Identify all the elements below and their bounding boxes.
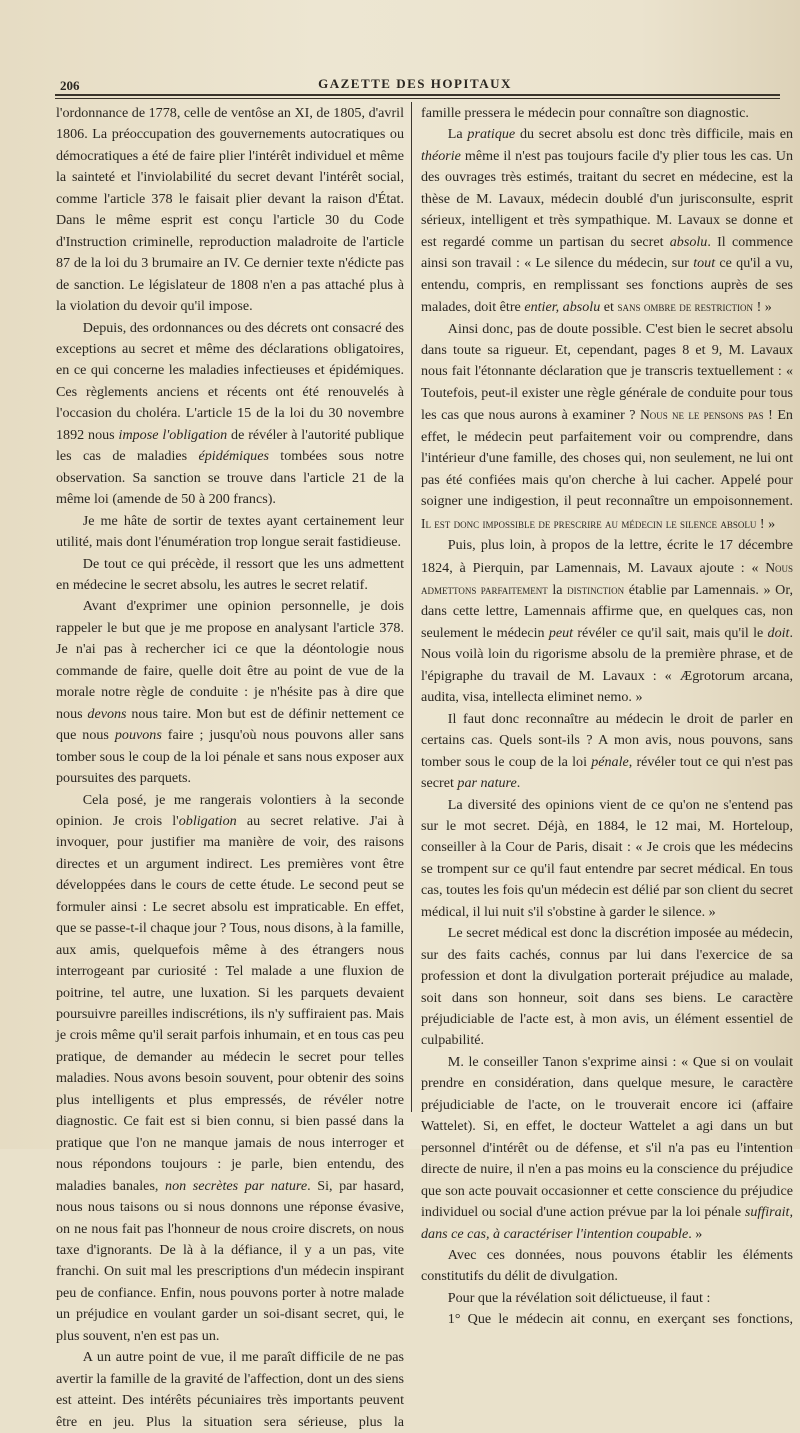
italic-text: non secrètes par nature (165, 1177, 308, 1194)
text-run: La diversité des opinions vient de ce qu'on ne s'entend pas sur le mot secret. Déjà, en 1884, le 12 mai, M. Horteloup, conseiller à la Cour de Paris, disait : « Je crois que les médecins se trompent sur ce qu'il faut entendre par secret médical. En tous cas, toutes les fois qu'un médecin est délié par son client du secret médical, il lui nuit s'il s'obstine à garder le silence. » (421, 796, 793, 920)
italic-text: tout (693, 255, 716, 272)
text-run: du secret absolu est donc très difficile, mais en (515, 126, 793, 143)
text-run: ce qu'il a vu, entendu, compris, en remplissant ses fonctions auprès de ses malades, doit être (421, 255, 793, 316)
paragraph (56, 511, 404, 554)
text-run: au secret relative. J'ai à invoquer, pour justifier ma manière de voir, des raisons directes et un argument indirect. Les premières vont être développées dans le cours de cette étude. Le second peut se formuler ainsi : Le secret absolu est impraticable. En effet, que se passe-t-il chaque jour ? Tous, nous disons, à la famille, aux amis, quelquefois même à des étrangers nous interrogeant par curiosité : Tel malade a une fluxion de poitrine, tel autre, une luxation. Si les parquets devaient poursuivre pareilles indiscrétions, ils n'y suffiraient pas. Mais je crois même qu'il serait parfois inhumain, et en tous cas peu pratique, de demander au médecin le secret pour telles maladies. Nous avons besoin souvent, pour obtenir des soins plus intelligents et plus empressés, de révéler notre diagnostic. Ce fait est si bien connu, si bien passé dans la pratique que l'on ne manque jamais de nous interroger et nous répondons toujours : je parle, bien entendu, des maladies banales, (56, 812, 404, 1194)
italic-text: théorie (421, 147, 461, 164)
italic-text: par nature (457, 775, 517, 792)
text-run: ! » (756, 515, 776, 532)
italic-text: suffirait, dans ce cas, à caractériser l'intention coupable (421, 1204, 793, 1242)
paragraph (421, 709, 793, 795)
italic-text: doit (767, 624, 790, 641)
paragraph (421, 795, 793, 924)
text-run: même il n'est pas toujours facile d'y plier tous les cas. Un des ouvrages très estimés, traitant du secret en médecine, est la thèse de M. Lavaux, médecin doublé d'un jurisconsulte, esprit sérieux, intelligent et très sympathique. M. Lavaux se donne et est regardé comme un partisan du secret (421, 147, 793, 250)
text-run: Cela posé, je me rangerais volontiers à la seconde opinion. Je crois l' (56, 791, 404, 829)
small-caps-text: sans ombre de restriction (617, 299, 754, 315)
paragraph (421, 923, 793, 1052)
paragraph (421, 1309, 793, 1330)
paragraph (421, 103, 793, 124)
text-run: établie par Lamennais. » Or, dans cette lettre, Lamennais affirme que, en quelques cas, non seulement le médecin (421, 581, 794, 641)
small-caps-text: Nous ne le pensons pas (640, 407, 764, 423)
paragraph (56, 596, 404, 789)
text-run: tombées sous notre observation. Sa sanction se trouve dans l'article 21 de la même loi (amende de 50 à 200 francs). (56, 448, 405, 508)
text-run: 1° Que le médecin ait connu, en exerçant ses fonctions, (447, 1311, 793, 1328)
header-rule-thin (55, 98, 780, 99)
text-run: famille pressera le médecin pour connaître son diagnostic. (421, 105, 749, 121)
text-run: Je me hâte de sortir de textes ayant certainement leur utilité, mais dont l'énumération trop longue serait fastidieuse. (56, 512, 404, 551)
paragraph (421, 1245, 793, 1288)
text-run: De tout ce qui précède, il ressort que les uns admettent en médecine le secret absolu, les autres le secret relatif. (56, 555, 404, 593)
paragraph (56, 1347, 404, 1433)
small-caps-text: Nous admettons parfaitement (421, 559, 793, 597)
text-run: La (447, 126, 468, 143)
italic-text: devons (87, 705, 127, 722)
small-caps-text: distinction (567, 581, 625, 597)
text-run: . Si, par hasard, nous nous taisons ou si nous donnons une réponse évasive, on ne nous fait pas l'honneur de nous croire discrets, on nous taxe d'ignorants. De là à la défiance, il y a un pas, vite franchi. On suit mal les prescriptions d'un médecin inspirant peu de confiance. Enfin, nous pouvons porter à notre malade un préjudice en voulant garder un soi-disant secret, qui, le plus souvent, n'en est pas un. (56, 1177, 404, 1344)
left-column (56, 103, 404, 1433)
italic-text: peut (548, 624, 574, 641)
text-run: . Il commence ainsi son travail : « Le silence du médecin, sur (421, 233, 793, 272)
text-run: Le secret médical est donc la discrétion imposée au médecin, sur des faits cachés, connus par lui dans l'exercice de sa profession et dont la divulgation porterait préjudice au malade, soit dans son honneur, soit dans ses biens. Le caractère préjudiciable de l'acte est, à mon avis, un élément essentiel de culpabilité. (421, 925, 793, 1049)
paragraph (56, 103, 404, 318)
text-run: Avec ces données, nous pouvons établir les éléments constitutifs du délit de divulgation. (421, 1247, 793, 1285)
column-divider (411, 102, 412, 1112)
text-run: de révéler à l'autorité publique les cas de maladies (56, 426, 404, 465)
right-column (421, 103, 793, 1331)
text-run: faire ; jusqu'où nous pouvons aller sans tomber sous le coup de la loi pénale et sans nous exposer aux poursuites des parquets. (56, 727, 404, 787)
text-run: Il faut donc reconnaître au médecin le droit de parler en certains cas. Quels sont-ils ? A mon avis, nous pouvons, sans tomber sous le coup de la loi (421, 710, 793, 770)
paragraph (421, 535, 793, 709)
text-run: Puis, plus loin, à propos de la lettre, écrite le 17 décembre 1824, à Pierquin, par Lamennais, M. Lavaux ajoute : « (421, 537, 793, 576)
paragraph (56, 790, 404, 1348)
text-run: nous taire. Mon but est de définir nettement ce que nous (56, 705, 404, 744)
header-rule (55, 94, 780, 96)
text-run: . (516, 775, 521, 792)
paragraph (56, 554, 404, 597)
text-run: et (600, 299, 618, 316)
text-run: Pour que la révélation soit délictueuse, il faut : (447, 1289, 711, 1306)
text-run: ! En effet, le médecin peut parfaitement voir ou comprendre, dans l'intérieur d'une famille, des choses qui, non seulement, ne lui ont pas été confiées mais qu'on cherche à lui cacher. Appelé pour soigner une indigestion, il peut reconnaître un empoisonnement. (421, 407, 793, 510)
text-run: l'ordonnance de 1778, celle de ventôse an XI, de 1805, d'avril 1806. La préoccupation des gouvernements autocratiques ou démocratiques a été de faire plier l'intérêt individuel et même la sainteté et l'inviolabilité du secret devant l'intérêt social, comme l'article 378 le faisait plier devant la raison d'État. Dans le même esprit est conçu l'article 30 du Code d'Instruction criminelle, reproduction maladroite de l'article 87 de la loi du 3 brumaire an IV. Ce dernier texte n'édicte pas de sanction. Le législateur de 1808 n'en a pas attaché plus à la violation du devoir qu'il impose. (56, 105, 404, 315)
text-run: la (547, 581, 568, 598)
italic-text: obligation (178, 812, 237, 829)
paragraph (421, 319, 793, 536)
italic-text: impose l'obligation (118, 426, 228, 443)
text-run: Depuis, des ordonnances ou des décrets ont consacré des exceptions au secret et même des déclarations obligatoires, en ce qui concerne les maladies infectieuses et épidémiques. Ces règlements anciens et récents ont été renouvelés à l'occasion du choléra. L'article 15 de la loi du 30 novembre 1892 nous (56, 319, 404, 443)
journal-title: GAZETTE DES HOPITAUX (318, 76, 512, 91)
text-run: révéler ce qu'il sait, mais qu'il le (573, 624, 768, 641)
italic-text: pouvons (114, 727, 162, 744)
text-run: M. le conseiller Tanon s'exprime ainsi : « Que si on voulait prendre en considération, dans quelque mesure, le caractère préjudiciable de l'acte, on le trouverait encore ici (affaire Wattelet). Si, en effet, le docteur Wattelet a agi dans un but personnel d'intérêt ou de défense, et s'il n'a pas eu l'intention directe de nuire, il n'en a pas moins eu la conscience du préjudice que son acte pouvait occasionner et cette conscience du préjudice individuel ou social d'une action prévue par la loi pénale (421, 1053, 793, 1221)
text-run: . Nous voilà loin du rigorisme absolu de la première phrase, et de l'épigraphe du travail de M. Lavaux : « Ægrotorum arcana, audita, visa, intellecta eliminet nemo. » (421, 624, 793, 706)
italic-text: pénale (591, 753, 629, 770)
text-run: Avant d'exprimer une opinion personnelle, je dois rappeler le but que je me propose en analysant l'article 378. Je n'ai pas à rechercher ici ce que la déontologie nous commande de faire, quelle doit être au point de vue de la morale notre règle de conduite : je n'hésite pas à dire que nous (56, 598, 404, 722)
italic-text: épidémiques (198, 448, 269, 465)
text-run: ! » (753, 299, 772, 316)
paragraph (56, 318, 404, 511)
italic-text: entier, absolu (524, 299, 601, 316)
page-number: 206 (60, 78, 80, 93)
paragraph (421, 1288, 793, 1309)
text-run: . » (688, 1225, 703, 1242)
text-run: Ainsi donc, pas de doute possible. C'est bien le secret absolu dans toute sa rigueur. Et, cependant, pages 8 et 9, M. Lavaux nous fait l'étonnante déclaration que je transcris textuellement : « Toutefois, peut-il exister une règle générale de conduite pour tous les cas que nous aurons à examiner ? (421, 320, 793, 424)
text-run: A un autre point de vue, il me paraît difficile de ne pas avertir la famille de la gravité de l'affection, dont un des siens est atteint. Des intérêts pécuniaires très importants peuvent être en jeu. Plus la situation sera sérieuse, plus la (56, 1349, 404, 1430)
small-caps-text: Il est donc impossible de prescrire au médecin le silence absolu (421, 515, 757, 531)
paragraph (421, 124, 793, 318)
paragraph (421, 1052, 793, 1245)
italic-text: absolu (669, 233, 708, 250)
text-run: , révéler tout ce qui n'est pas secret (421, 753, 793, 792)
italic-text: pratique (467, 126, 516, 143)
